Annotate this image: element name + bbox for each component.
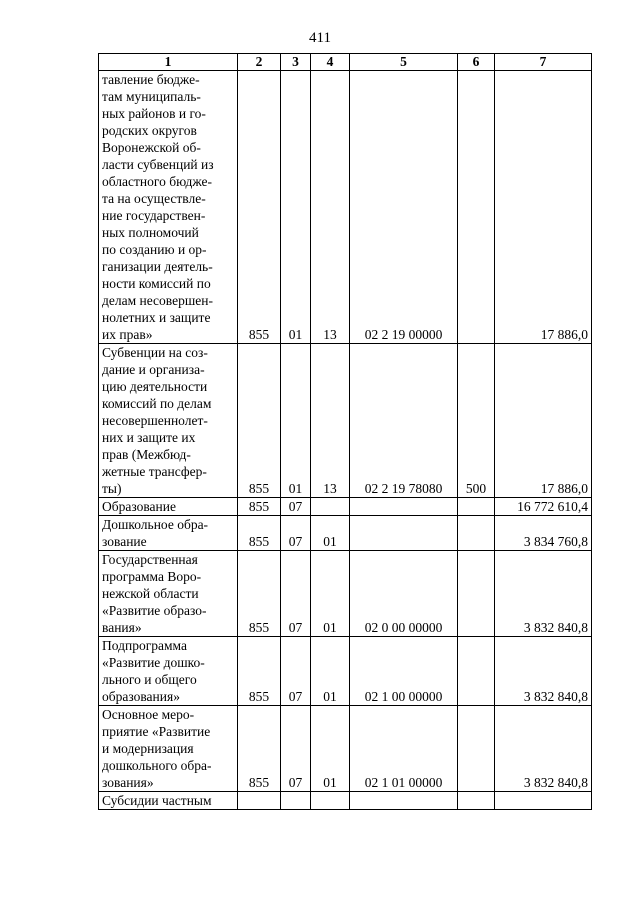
target-article-code: 02 0 00 00000 [350, 551, 458, 637]
amount: 3 832 840,8 [495, 637, 592, 706]
target-article-code: 02 1 00 00000 [350, 637, 458, 706]
subsection-code [311, 792, 350, 810]
target-article-code [350, 792, 458, 810]
expense-type-code [458, 71, 495, 344]
table-row [99, 792, 592, 810]
target-article-code [350, 498, 458, 516]
subsection-code: 13 [311, 71, 350, 344]
item-name: Дошкольное обра- зование [99, 516, 238, 551]
header-col-2: 2 [238, 54, 281, 71]
section-code: 07 [281, 498, 311, 516]
expense-type-code: 500 [458, 344, 495, 498]
header-col-6: 6 [458, 54, 495, 71]
expense-type-code [458, 792, 495, 810]
target-article-code: 02 2 19 00000 [350, 71, 458, 344]
amount [495, 792, 592, 810]
table-row [99, 516, 592, 551]
expense-type-code [458, 637, 495, 706]
item-name: Образование [99, 498, 238, 516]
header-col-5: 5 [350, 54, 458, 71]
grbs-code: 855 [238, 71, 281, 344]
section-code [281, 792, 311, 810]
header-col-3: 3 [281, 54, 311, 71]
grbs-code: 855 [238, 551, 281, 637]
header-col-1: 1 [99, 54, 238, 71]
amount: 16 772 610,4 [495, 498, 592, 516]
amount: 3 832 840,8 [495, 706, 592, 792]
grbs-code: 855 [238, 498, 281, 516]
table-row [99, 637, 592, 706]
expense-type-code [458, 551, 495, 637]
item-name: Субсидии частным [99, 792, 238, 810]
item-name: Субвенции на соз- дание и организа- цию деятельности комиссий по делам несовершеннолет- них и защите их прав (Межбюд- жетные трансфер- ты) [99, 344, 238, 498]
target-article-code: 02 2 19 78080 [350, 344, 458, 498]
subsection-code: 01 [311, 706, 350, 792]
target-article-code: 02 1 01 00000 [350, 706, 458, 792]
grbs-code: 855 [238, 637, 281, 706]
item-name: Государственная программа Воро- нежской области «Развитие образо- вания» [99, 551, 238, 637]
section-code: 07 [281, 551, 311, 637]
grbs-code: 855 [238, 516, 281, 551]
expense-type-code [458, 516, 495, 551]
table-row [99, 498, 592, 516]
grbs-code: 855 [238, 344, 281, 498]
expense-type-code [458, 498, 495, 516]
target-article-code [350, 516, 458, 551]
subsection-code: 13 [311, 344, 350, 498]
section-code: 01 [281, 71, 311, 344]
subsection-code: 01 [311, 516, 350, 551]
header-col-7: 7 [495, 54, 592, 71]
amount: 17 886,0 [495, 344, 592, 498]
grbs-code [238, 792, 281, 810]
expense-type-code [458, 706, 495, 792]
budget-table [98, 53, 592, 810]
subsection-code: 01 [311, 637, 350, 706]
subsection-code: 01 [311, 551, 350, 637]
section-code: 01 [281, 344, 311, 498]
item-name: тавление бюдже- там муниципаль- ных районов и го- родских округов Воронежской об- ласти субвенций из областного бюдже- та на осуществле- ние государствен- ных полномочий по созданию и ор- ганизации деятель- ности комиссий по делам несовершен- нолетних и защите их прав» [99, 71, 238, 344]
header-row [99, 54, 592, 71]
table-row [99, 344, 592, 498]
amount: 17 886,0 [495, 71, 592, 344]
table-row [99, 551, 592, 637]
table-row [99, 706, 592, 792]
grbs-code: 855 [238, 706, 281, 792]
section-code: 07 [281, 637, 311, 706]
amount: 3 834 760,8 [495, 516, 592, 551]
page-number: 411 [309, 30, 331, 46]
subsection-code [311, 498, 350, 516]
table-row [99, 71, 592, 344]
header-col-4: 4 [311, 54, 350, 71]
item-name: Основное меро- приятие «Развитие и модернизация дошкольного обра- зования» [99, 706, 238, 792]
section-code: 07 [281, 706, 311, 792]
amount: 3 832 840,8 [495, 551, 592, 637]
section-code: 07 [281, 516, 311, 551]
item-name: Подпрограмма «Развитие дошко- льного и общего образования» [99, 637, 238, 706]
